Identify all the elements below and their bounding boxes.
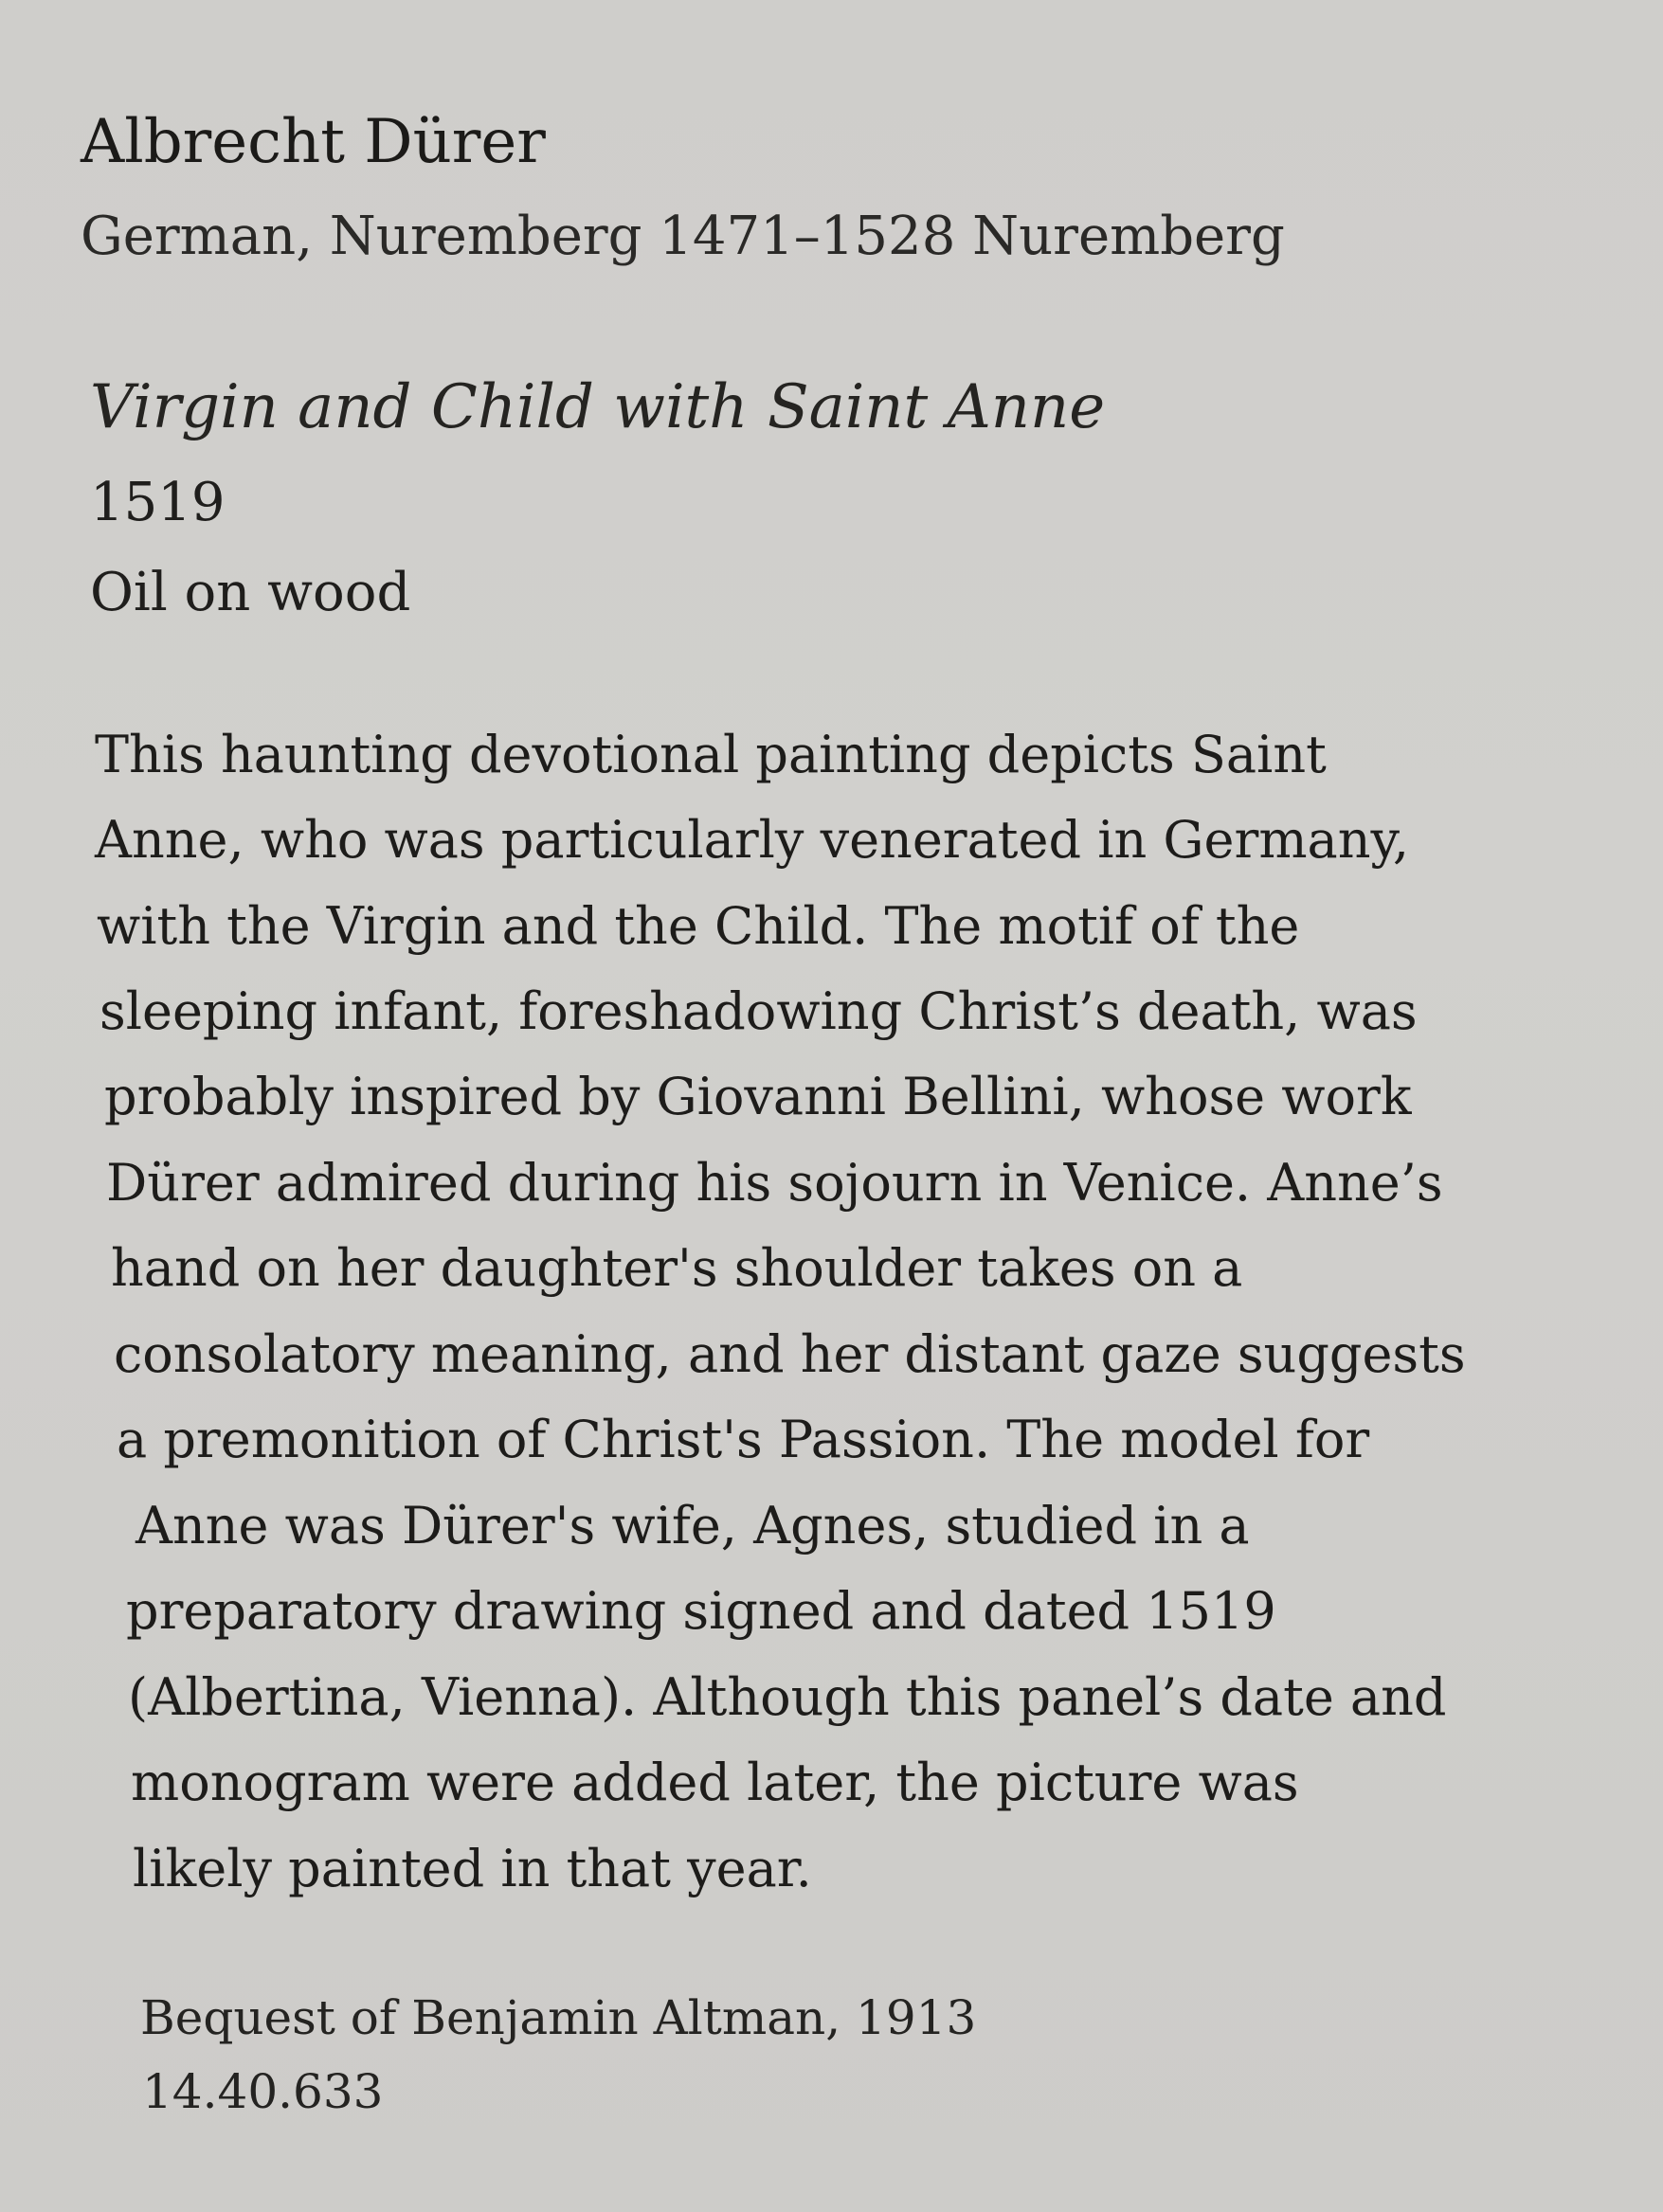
description-line: likely painted in that year. xyxy=(133,1839,812,1898)
artist-name: Albrecht Dürer xyxy=(81,107,546,177)
description-line: hand on her daughter's shoulder takes on a xyxy=(111,1238,1243,1298)
description-line: This haunting devotional painting depicts Saint xyxy=(95,725,1327,784)
description-line: Dürer admired during his sojourn in Venice. Anne’s xyxy=(106,1153,1443,1213)
description-line: Anne was Dürer's wife, Agnes, studied in a xyxy=(136,1496,1250,1556)
description-line: with the Virgin and the Child. The motif of the xyxy=(97,896,1300,956)
description-line: preparatory drawing signed and dated 1519 xyxy=(126,1581,1276,1641)
description-line: (Albertina, Vienna). Although this panel’s date and xyxy=(128,1667,1447,1727)
description-line: monogram were added later, the picture was xyxy=(131,1753,1299,1812)
description-line: Anne, who was particularly venerated in Germany, xyxy=(95,810,1409,870)
artwork-medium: Oil on wood xyxy=(90,562,411,623)
accession-number: 14.40.633 xyxy=(142,2064,384,2119)
artist-nationality-dates: German, Nuremberg 1471–1528 Nuremberg xyxy=(81,206,1285,267)
description-line: a premonition of Christ's Passion. The model for xyxy=(117,1410,1370,1469)
description-line: probably inspired by Giovanni Bellini, whose work xyxy=(104,1067,1412,1126)
description-line: sleeping infant, foreshadowing Christ’s death, was xyxy=(99,981,1418,1041)
artwork-date: 1519 xyxy=(90,472,226,533)
artwork-title: Virgin and Child with Saint Anne xyxy=(90,372,1106,442)
credit-line: Bequest of Benjamin Altman, 1913 xyxy=(140,1990,977,2045)
description-line: consolatory meaning, and her distant gaze suggests xyxy=(114,1324,1466,1384)
